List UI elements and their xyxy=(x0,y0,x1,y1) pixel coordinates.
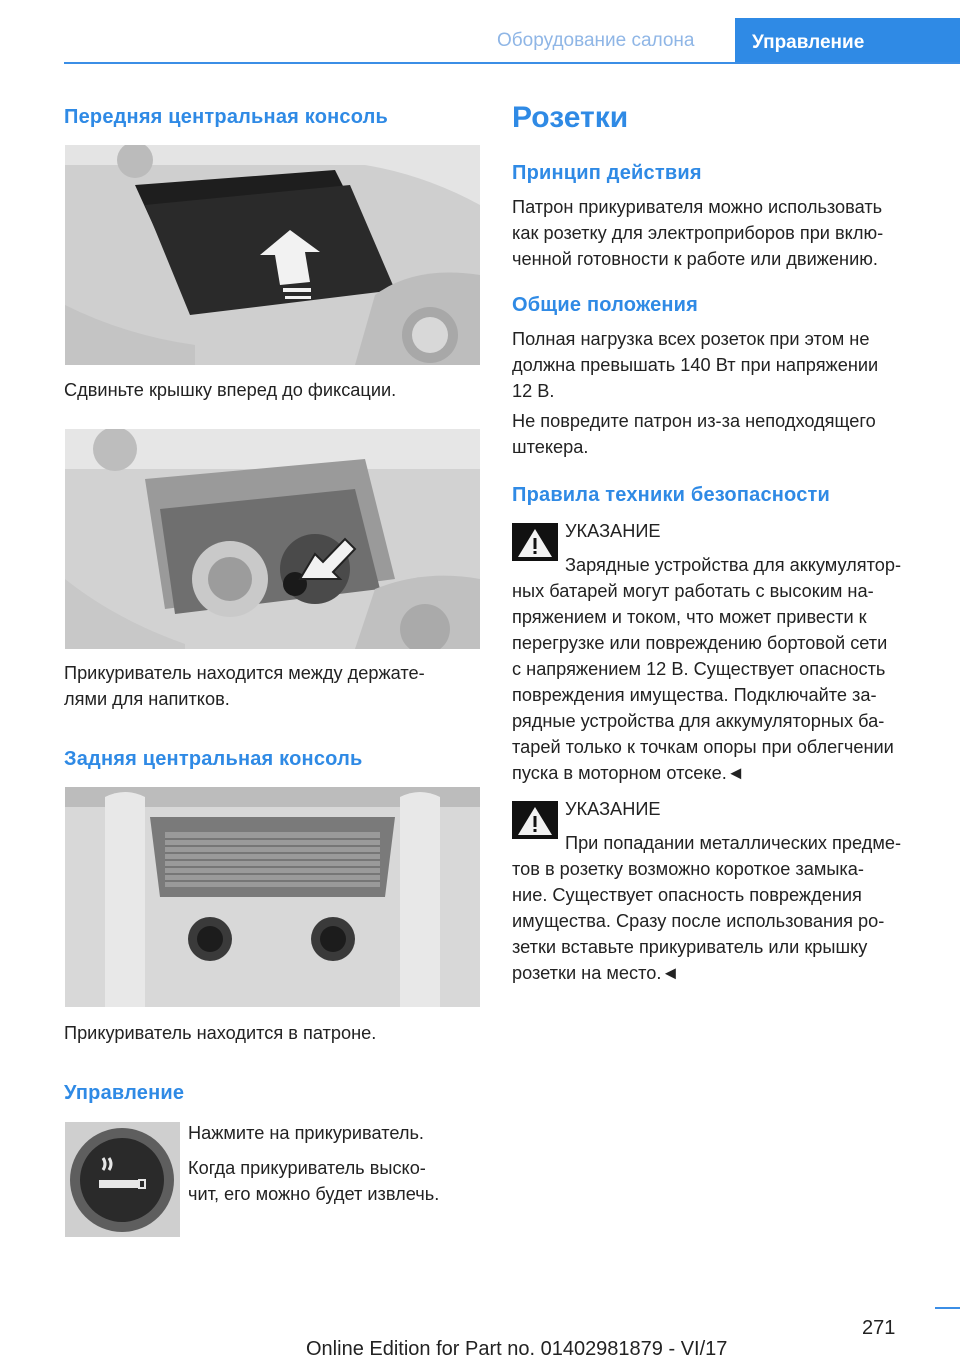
warning1-line-9: пуска в моторном отсеке.◄ xyxy=(512,763,745,783)
warning1-line-5: с напряжением 12 В. Существует опасность xyxy=(512,659,886,679)
caption-slide-cover: Сдвиньте крышку вперед до фиксации. xyxy=(64,380,397,400)
operation-heading: Управление xyxy=(64,1082,185,1104)
caption-lighter-line-2: лями для напитков. xyxy=(64,689,230,709)
general-line-3: 12 В. xyxy=(512,381,555,401)
safety-heading: Правила техники безопасности xyxy=(512,484,831,506)
operation-press-text: Нажмите на прикуриватель. xyxy=(188,1123,424,1143)
general-heading: Общие положения xyxy=(512,294,699,316)
footer-rule xyxy=(935,1307,960,1309)
general2-line-2: штекера. xyxy=(512,437,589,457)
rear-console-socket-photo xyxy=(65,787,480,1007)
operation-remove-text xyxy=(188,1155,439,1207)
warning-icon xyxy=(512,523,558,561)
warning2-line-6: розетки на место.◄ xyxy=(512,963,680,983)
lighter-button-photo xyxy=(65,1122,180,1237)
warning1-line-6: повреждения имущества. Подключайте за- xyxy=(512,685,877,705)
rear-console-heading: Задняя центральная консоль xyxy=(64,748,363,770)
sockets-title: Розетки xyxy=(512,101,629,134)
warning2-label: УКАЗАНИЕ xyxy=(565,799,661,819)
principle-line-2: как розетку для электроприборов при вклю- xyxy=(512,223,884,243)
warning1-body xyxy=(512,578,894,786)
warning1-line-3: пряжением и током, что может привести к xyxy=(512,607,867,627)
general-paragraph-2 xyxy=(512,408,876,460)
header-chapter-tab: Управление xyxy=(735,18,960,64)
principle-paragraph xyxy=(512,194,883,272)
principle-line-1: Патрон прикуривателя можно использовать xyxy=(512,197,883,217)
warning2-line-3: ние. Существует опасность повреждения xyxy=(512,885,862,905)
warning1-line-7: рядные устройства для аккумуляторных ба- xyxy=(512,711,885,731)
operation-remove-line-2: чит, его можно будет извлечь. xyxy=(188,1184,440,1204)
front-console-cover-photo xyxy=(65,145,480,365)
warning2-line-2: тов в розетку возможно короткое замыка- xyxy=(512,859,864,879)
warning1-first-line: Зарядные устройства для аккумулятор- xyxy=(565,555,902,575)
principle-line-3: ченной готовности к работе или движению. xyxy=(512,249,878,269)
warning2-first-line: При попадании металлических предме- xyxy=(565,833,902,853)
warning-icon xyxy=(512,801,558,839)
warning1-line-4: перегрузке или повреждению бортовой сети xyxy=(512,633,888,653)
page-number: 271 xyxy=(862,1317,896,1339)
warning1-line-8: тарей только к точкам опоры при облегчении xyxy=(512,737,894,757)
general2-line-1: Не повредите патрон из-за неподходящего xyxy=(512,411,876,431)
edition-line: Online Edition for Part no. 01402981879 - VI/17 xyxy=(306,1338,728,1360)
principle-heading: Принцип действия xyxy=(512,162,702,184)
header-section-title: Оборудование салона xyxy=(497,30,695,51)
header-rule xyxy=(64,62,960,64)
front-console-heading: Передняя центральная консоль xyxy=(64,106,389,128)
general-paragraph-1 xyxy=(512,326,878,404)
caption-socket: Прикуриватель находится в патроне. xyxy=(64,1023,377,1043)
general-line-2: должна превышать 140 Вт при напряжении xyxy=(512,355,879,375)
caption-lighter-location xyxy=(64,660,425,712)
warning1-label: УКАЗАНИЕ xyxy=(565,521,661,541)
warning2-line-4: имущества. Сразу после использования ро- xyxy=(512,911,885,931)
warning2-body xyxy=(512,856,884,986)
caption-lighter-line-1: Прикуриватель находится между держате- xyxy=(64,663,425,683)
warning1-line-2: ных батарей могут работать с высоким на- xyxy=(512,581,874,601)
cupholder-lighter-photo xyxy=(65,429,480,649)
warning2-line-5: зетки вставьте прикуриватель или крышку xyxy=(512,937,868,957)
general-line-1: Полная нагрузка всех розеток при этом не xyxy=(512,329,870,349)
operation-remove-line-1: Когда прикуриватель выско- xyxy=(188,1158,426,1178)
